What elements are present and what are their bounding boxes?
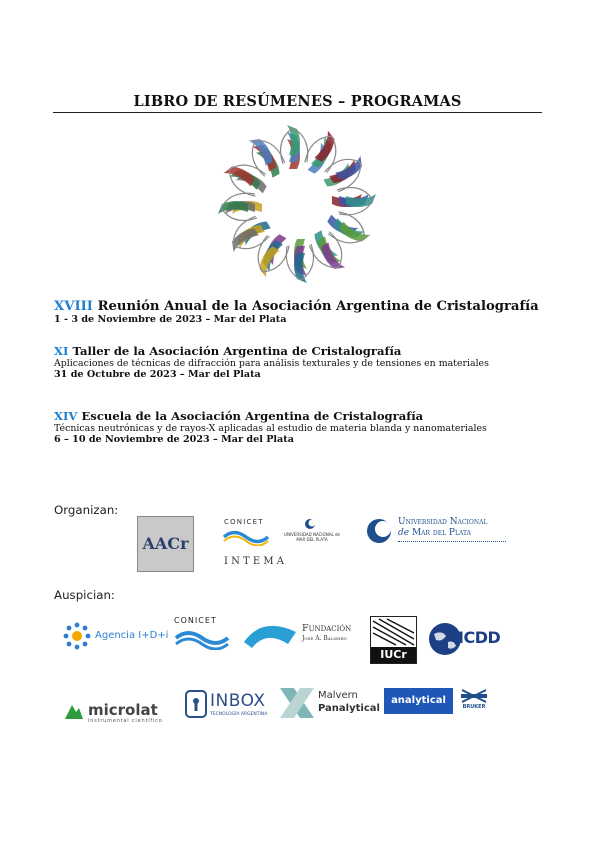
agencia-label: Agencia I+D+i (95, 630, 169, 641)
malvern-x-icon (278, 686, 316, 720)
icdd-logo (428, 622, 524, 658)
unmdp-dotted-line (398, 541, 506, 542)
malvern-panalytical-logo (278, 686, 380, 720)
aacr-logo (137, 516, 194, 572)
event-title: Taller de la Asociación Argentina de Cristalografía (72, 344, 402, 358)
agencia-logo (63, 622, 169, 650)
conicet-label: CONICET (224, 518, 264, 526)
conicet-logo (172, 616, 232, 652)
unmdp-de: de (398, 528, 410, 538)
page-title: LIBRO DE RESÚMENES – PROGRAMAS (133, 93, 462, 110)
inbox-label: INBOX (210, 691, 266, 711)
bruker-logo (456, 688, 492, 714)
unmdp-city: Mar del Plata (411, 528, 471, 538)
conicet-intema-logo (220, 518, 346, 568)
conicet-waves-icon (174, 628, 230, 650)
unmdp-logo (366, 516, 516, 550)
aacr-logo-text: AACr (142, 534, 189, 553)
panalytical-label: Panalytical (318, 703, 380, 714)
fundacion-balseiro-logo (242, 618, 360, 652)
microlat-logo (64, 700, 170, 726)
analytical-logo (384, 688, 453, 714)
balseiro-label: José A. Balseiro (302, 635, 347, 642)
event-title: Escuela de la Asociación Argentina de Cristalografía (81, 409, 424, 423)
iucr-pattern-icon (371, 617, 416, 647)
agencia-dots-icon (63, 622, 91, 650)
iucr-label: IUCr (371, 647, 416, 663)
balseiro-swoosh-icon (242, 618, 298, 652)
conicet-waves-icon (222, 528, 270, 546)
title-divider (53, 112, 542, 113)
inbox-sub-label: TECNOLOGÍA ARGENTINA (210, 712, 268, 717)
analytical-label: analytical (391, 695, 446, 706)
event-escuela (54, 409, 574, 445)
crystal-ring-image (215, 122, 380, 287)
unmdp-crest-icon (366, 518, 392, 544)
unmdp-name-line2 (398, 528, 471, 538)
event-number: XVIII (54, 299, 93, 314)
event-title: Reunión Anual de la Asociación Argentina de Cristalografía (97, 299, 539, 314)
organizers-label: Organizan: (54, 503, 119, 517)
unmdp-name-line1: Universidad Nacional (398, 517, 488, 527)
event-number: XIV (54, 409, 78, 423)
event-number: XI (54, 344, 69, 358)
event-subtitle: Aplicaciones de técnicas de difracción para análisis texturales y de tensiones en materiales (54, 358, 489, 369)
event-date: 1 - 3 de Noviembre de 2023 – Mar del Plata (54, 314, 287, 325)
icdd-label: ICDD (458, 628, 501, 647)
globe-icon (428, 622, 462, 656)
microlat-mountain-icon (64, 702, 84, 720)
event-date: 6 – 10 de Noviembre de 2023 – Mar del Plata (54, 434, 294, 445)
event-reunion (54, 299, 574, 325)
fundacion-label: Fundación (302, 623, 352, 634)
sponsors-label: Auspician: (54, 588, 115, 602)
conicet-label: CONICET (174, 616, 217, 625)
unmdp-crest-icon (304, 518, 316, 530)
event-taller (54, 344, 574, 380)
malvern-label: Malvern (318, 690, 358, 701)
microlat-sub-label: instrumental científico (88, 718, 163, 724)
intema-label: I N T E M A (224, 556, 285, 567)
unmdp-small-label: UNIVERSIDAD NACIONAL de MAR DEL PLATA (284, 532, 340, 542)
microlat-label: microlat (88, 701, 158, 719)
bruker-label: BRUKER (462, 704, 486, 710)
iucr-logo (370, 616, 417, 664)
event-date: 31 de Octubre de 2023 – Mar del Plata (54, 369, 261, 380)
bruker-mark-icon (460, 688, 488, 704)
inbox-logo (185, 690, 275, 722)
event-subtitle: Técnicas neutrónicas y de rayos-X aplicadas al estudio de materia blanda y nanomateriales (54, 423, 487, 434)
inbox-keyhole-icon (185, 690, 207, 718)
